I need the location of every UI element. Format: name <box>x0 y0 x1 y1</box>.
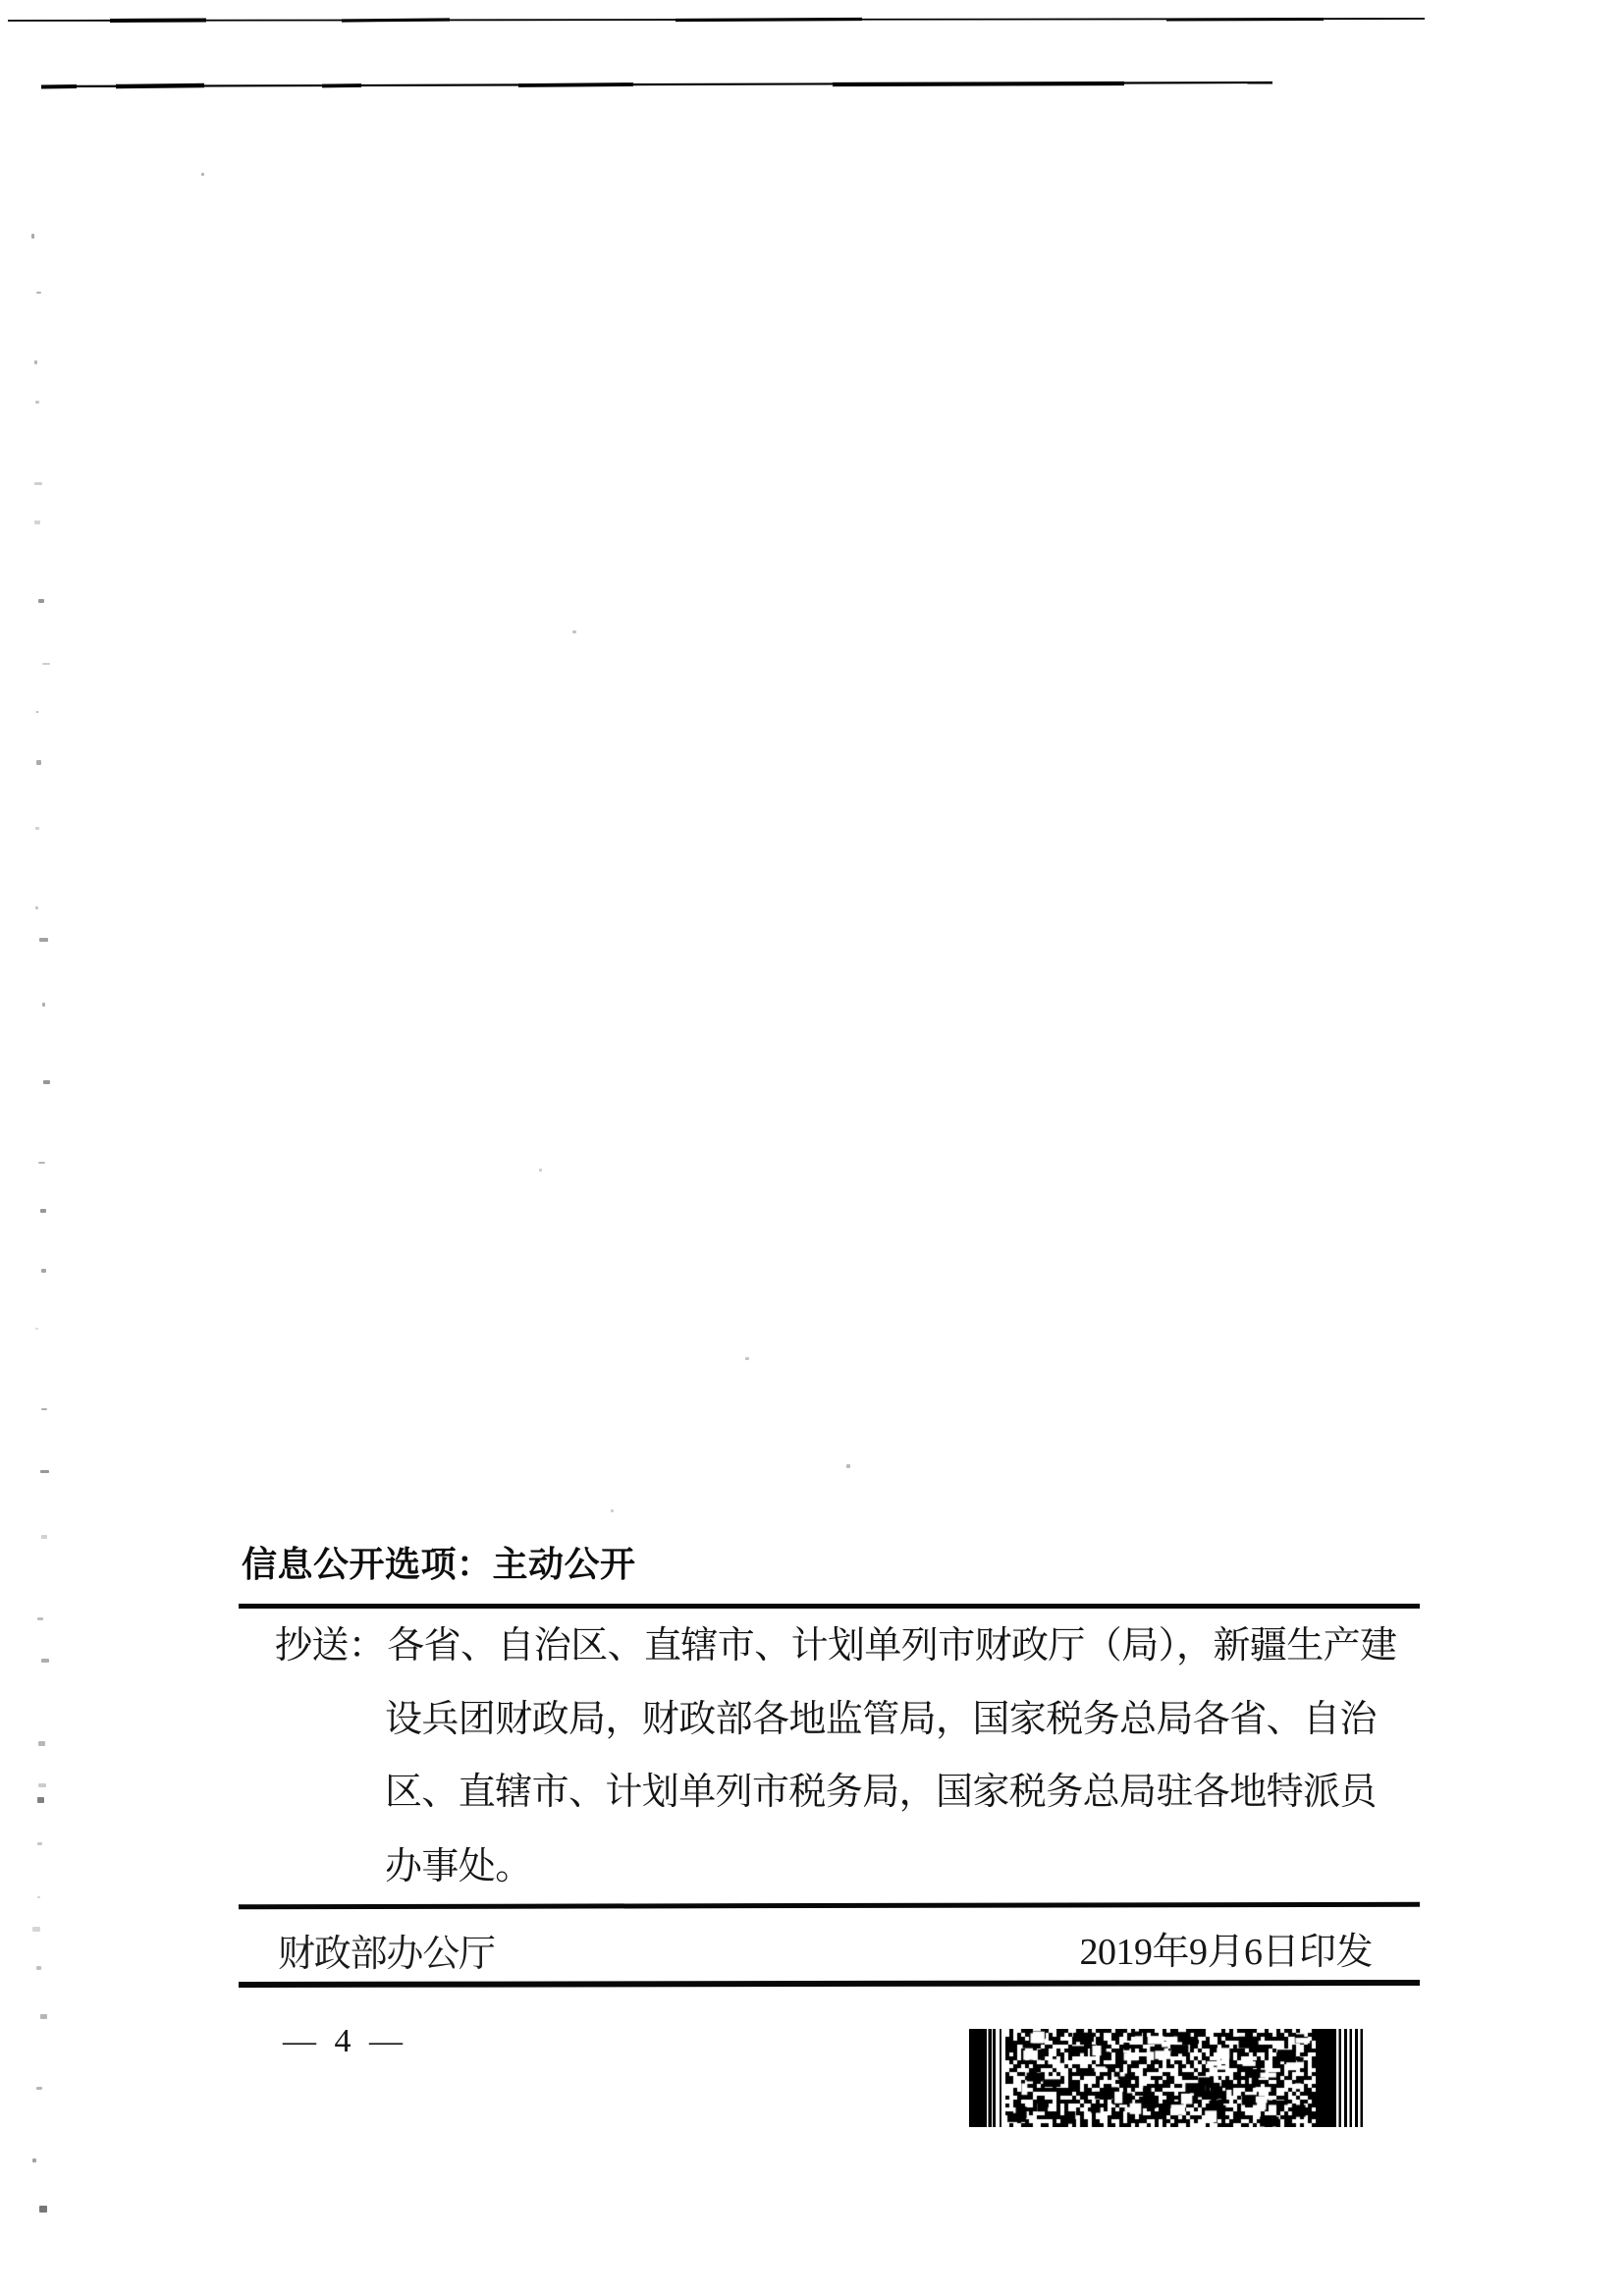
barcode-end-block <box>1316 2029 1333 2127</box>
scan-speck <box>37 1842 43 1845</box>
page-number: — 4 — <box>283 2023 407 2059</box>
scan-speck <box>40 2014 47 2018</box>
scan-speck <box>40 1470 49 1473</box>
barcode-end-stripes <box>1333 2029 1365 2127</box>
scan-speck <box>572 630 576 633</box>
cc-line-3: 区、直辖市、计划单列市税务局，国家税务总局驻各地特派员 <box>385 1772 1377 1813</box>
scan-speck <box>32 1927 40 1932</box>
scan-speck <box>38 1741 45 1746</box>
scan-speck <box>31 234 33 239</box>
scan-speck <box>42 1003 45 1007</box>
barcode-data-matrix <box>1005 2029 1316 2127</box>
scan-speck <box>38 599 44 603</box>
scan-speck <box>34 520 40 524</box>
print-date: 2019年9月6日印发 <box>1079 1932 1373 1973</box>
scan-speck <box>39 938 47 942</box>
scan-speck <box>36 2087 42 2090</box>
scan-speck <box>34 360 37 364</box>
barcode-start-gap <box>996 2029 1005 2127</box>
scan-speck <box>39 2206 47 2213</box>
scan-speck <box>35 906 38 910</box>
scan-speck <box>36 292 41 295</box>
scan-speck <box>35 827 39 829</box>
cc-text-1: 各省、自治区、直辖市、计划单列市财政厅（局），新疆生产建 <box>387 1625 1397 1667</box>
scan-speck <box>35 1328 39 1330</box>
divider-line-bottom <box>239 1980 1420 1988</box>
scan-speck <box>201 173 204 176</box>
scan-speck <box>37 1797 44 1803</box>
scan-speck <box>41 1659 49 1663</box>
scan-speck <box>32 2159 36 2162</box>
scan-speck <box>40 1209 46 1213</box>
scan-speck <box>37 1896 40 1898</box>
scan-artifact-lines <box>0 0 1623 108</box>
scan-speck <box>43 1080 51 1084</box>
barcode-start-block <box>969 2029 996 2127</box>
scan-speck <box>42 663 50 665</box>
scan-speck <box>846 1464 850 1468</box>
cc-line-4: 办事处。 <box>385 1846 532 1887</box>
scan-speck <box>36 711 38 713</box>
cc-label: 抄送： <box>275 1625 386 1667</box>
cc-line-2: 设兵团财政局，财政部各地监管局，国家税务总局各省、自治 <box>385 1699 1377 1740</box>
scan-speck <box>611 1509 614 1512</box>
scan-speck <box>38 1783 46 1788</box>
scan-speck <box>37 1617 43 1619</box>
scan-speck <box>36 1966 41 1970</box>
scan-speck <box>539 1169 542 1172</box>
divider-line-top <box>239 1604 1420 1609</box>
scan-speck <box>745 1357 749 1360</box>
scan-speck <box>41 1535 47 1539</box>
scan-speck <box>38 1162 46 1164</box>
scan-speck <box>35 401 39 405</box>
cc-line-1 <box>275 1622 1434 1669</box>
disclosure-option-heading: 信息公开选项：主动公开 <box>242 1544 636 1584</box>
scan-speck <box>36 760 41 765</box>
divider-line-middle <box>239 1902 1420 1910</box>
document-barcode <box>969 2029 1365 2127</box>
scan-speck <box>41 1269 46 1273</box>
issuing-office: 财政部办公厅 <box>278 1934 495 1975</box>
scan-speck <box>41 1408 47 1410</box>
scan-speck <box>34 482 42 485</box>
